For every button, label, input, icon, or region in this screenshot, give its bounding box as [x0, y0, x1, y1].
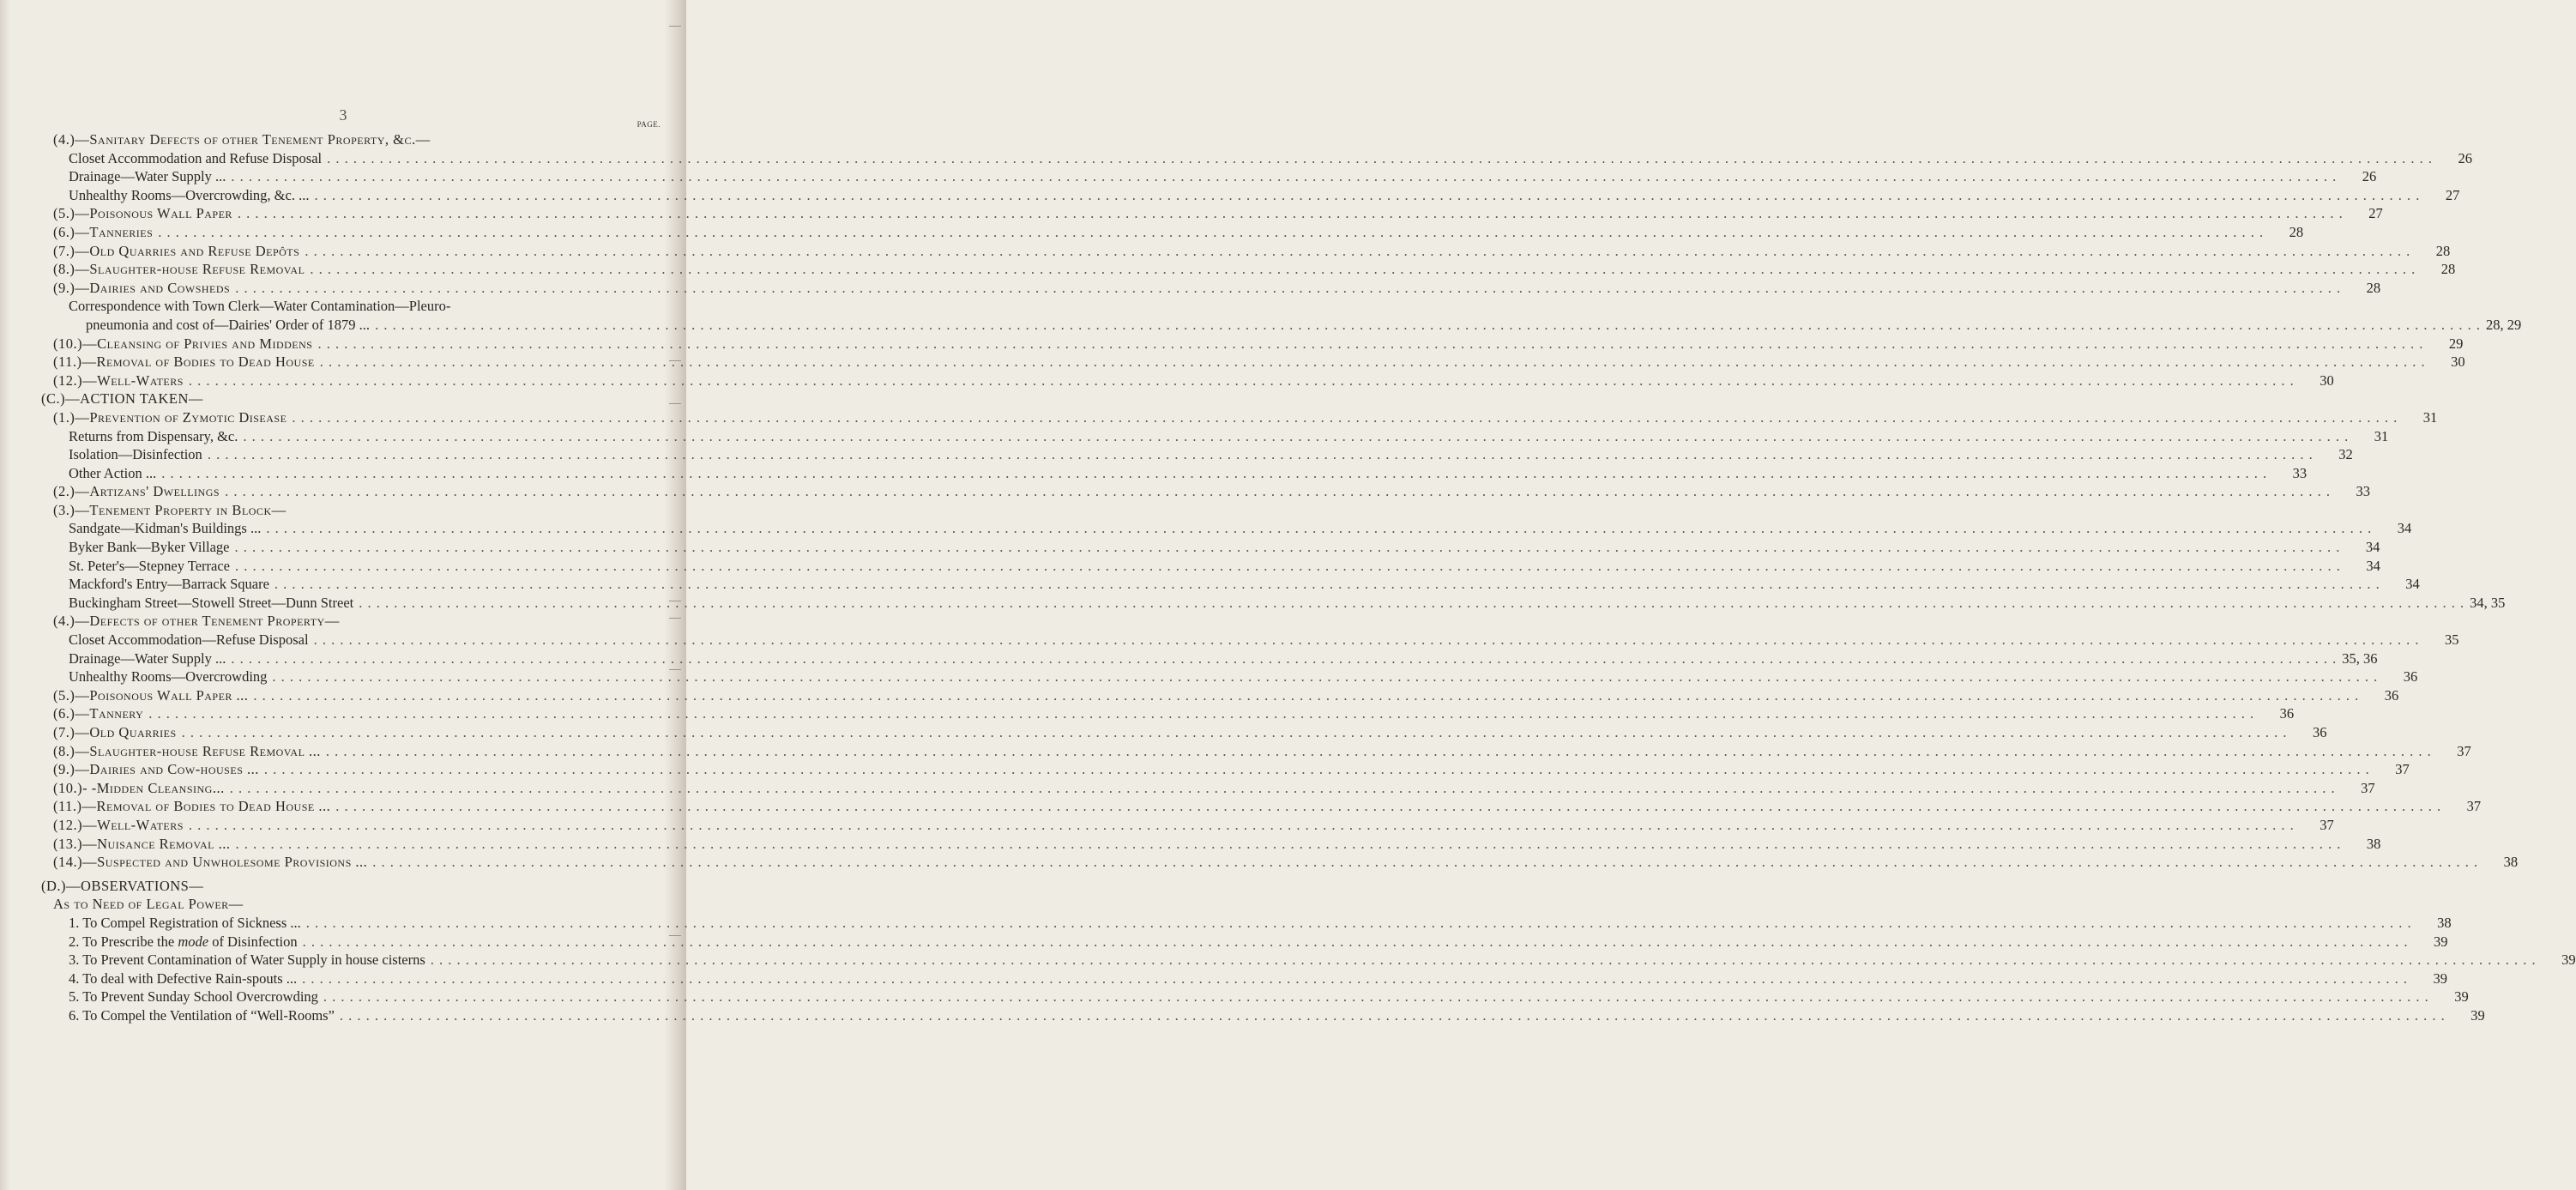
dot-leader: . . . . . . . . . . . . . . . . . . . . . . . . . . . . . . . . . . . . . . . . . . . . . . . . . . . . . . . . . . . . . . . . . . . . . . . . . . . . . . . . . . . . . . . . . . . . . . . . . . . . . . . . . . . . . . . . . . . . . . . . . . . . . . . . . . . . . . . . . . . . . . . . . . . . . . . . . . . . . . . . . . . . . . . . . . . . . . . . . . . . . . . . . . . . . . . . . . . . . . . . . . . . . . . . . . . . . . . . . . . . . . . . . . . . . . . . . . . . . . . . — [327, 149, 2433, 166]
dot-leader: . . . . . . . . . . . . . . . . . . . . . . . . . . . . . . . . . . . . . . . . . . . . . . . . . . . . . . . . . . . . . . . . . . . . . . . . . . . . . . . . . . . . . . . . . . . . . . . . . . . . . . . . . . . . . . . . . . . . . . . . . . . . . . . . . . . . . . . . . . . . . . . . . . . . . . . . . . . . . . . . . . . . . . . . . . . . . . . . . . . . . . . . . . . . . . . . . . . . . . . . . . . . . . . . . . . . . . . . . . . . . . . . . . . . . . . . . . . . . . . . — [325, 742, 2432, 759]
table-of-contents — [41, 120, 2576, 1025]
dot-leader: . . . . . . . . . . . . . . . . . . . . . . . . . . . . . . . . . . . . . . . . . . . . . . . . . . . . . . . . . . . . . . . . . . . . . . . . . . . . . . . . . . . . . . . . . . . . . . . . . . . . . . . . . . . . . . . . . . . . . . . . . . . . . . . . . . . . . . . . . . . . . . . . . . . . . . . . . . . . . . . . . . . . . . . . . . . . . . . . . . . . . . . . . . . . . . . . . . . . . . . . . . . . . . . . . . . . . . . . . . . . . . . . . . . . . . . . . . . . . . . . — [319, 353, 2426, 371]
toc-entry-title: 2. To Prescribe the mode of Disinfection — [69, 933, 298, 950]
toc-entry — [41, 260, 2456, 279]
dot-leader: . . . . . . . . . . . . . . . . . . . . . . . . . . . . . . . . . . . . . . . . . . . . . . . . . . . . . . . . . . . . . . . . . . . . . . . . . . . . . . . . . . . . . . . . . . . . . . . . . . . . . . . . . . . . . . . . . . . . . . . . . . . . . . . . . . . . . . . . . . . . . . . . . . . . . . . . . . . . . . . . . . . . . . . . . . . . . . . . . . . . . . . . . . . . . . . . . . . . . . . . . . . . . . . . . . . . . . . . . . . . . . . . . . . . . . . . . . . . . . . . — [274, 576, 2380, 593]
toc-entry-title: (1.)—Prevention of Zymotic Disease — [53, 408, 287, 426]
toc-page-number: 36 — [2403, 668, 2418, 686]
dot-leader: . . . . . . . . . . . . . . . . . . . . . . . . . . . . . . . . . . . . . . . . . . . . . . . . . . . . . . . . . . . . . . . . . . . . . . . . . . . . . . . . . . . . . . . . . . . . . . . . . . . . . . . . . . . . . . . . . . . . . . . . . . . . . . . . . . . . . . . . . . . . . . . . . . . . . . . . . . . . . . . . . . . . . . . . . . . . . . . . . . . . . . . . . . . . . . . . . . . . . . . . . . . . . . . . . . . . . . . . . . . . . . . . . . . . . . . . . . . . . . . . — [229, 779, 2336, 796]
dot-leader: . . . . . . . . . . . . . . . . . . . . . . . . . . . . . . . . . . . . . . . . . . . . . . . . . . . . . . . . . . . . . . . . . . . . . . . . . . . . . . . . . . . . . . . . . . . . . . . . . . . . . . . . . . . . . . . . . . . . . . . . . . . . . . . . . . . . . . . . . . . . . . . . . . . . . . . . . . . . . . . . . . . . . . . . . . . . . . . . . . . . . . . . . . . . . . . . . . . . . . . . . . . . . . . . . . . . . . . . . . . . . . . . . . . . . . . . . . . . . . . . — [375, 316, 2481, 333]
dot-leader: . . . . . . . . . . . . . . . . . . . . . . . . . . . . . . . . . . . . . . . . . . . . . . . . . . . . . . . . . . . . . . . . . . . . . . . . . . . . . . . . . . . . . . . . . . . . . . . . . . . . . . . . . . . . . . . . . . . . . . . . . . . . . . . . . . . . . . . . . . . . . . . . . . . . . . . . . . . . . . . . . . . . . . . . . . . . . . . . . . . . . . . . . . . . . . . . . . . . . . . . . . . . . . . . . . . . . . . . . . . . . . . . . . . . . . . . . . . . . . . . — [231, 649, 2338, 667]
dot-leader: . . . . . . . . . . . . . . . . . . . . . . . . . . . . . . . . . . . . . . . . . . . . . . . . . . . . . . . . . . . . . . . . . . . . . . . . . . . . . . . . . . . . . . . . . . . . . . . . . . . . . . . . . . . . . . . . . . . . . . . . . . . . . . . . . . . . . . . . . . . . . . . . . . . . . . . . . . . . . . . . . . . . . . . . . . . . . . . . . . . . . . . . . . . . . . . . . . . . . . . . . . . . . . . . . . . . . . . . . . . . . . . . . . . . . . . . . . . . . . . . — [310, 261, 2416, 278]
page-left-edge — [0, 0, 10, 1190]
dot-leader: . . . . . . . . . . . . . . . . . . . . . . . . . . . . . . . . . . . . . . . . . . . . . . . . . . . . . . . . . . . . . . . . . . . . . . . . . . . . . . . . . . . . . . . . . . . . . . . . . . . . . . . . . . . . . . . . . . . . . . . . . . . . . . . . . . . . . . . . . . . . . . . . . . . . . . . . . . . . . . . . . . . . . . . . . . . . . . . . . . . . . . . . . . . . . . . . . . . . . . . . . . . . . . . . . . . . . . . . . . . . . . . . . . . . . . . . . . . . . . . . — [302, 970, 2409, 987]
toc-entry-title: Isolation—Disinfection — [69, 446, 202, 463]
toc-entry — [41, 631, 2459, 649]
toc-entry — [41, 779, 2375, 798]
dot-leader: . . . . . . . . . . . . . . . . . . . . . . . . . . . . . . . . . . . . . . . . . . . . . . . . . . . . . . . . . . . . . . . . . . . . . . . . . . . . . . . . . . . . . . . . . . . . . . . . . . . . . . . . . . . . . . . . . . . . . . . . . . . . . . . . . . . . . . . . . . . . . . . . . . . . . . . . . . . . . . . . . . . . . . . . . . . . . . . . . . . . . . . . . . . . . . . . . . . . . . . . . . . . . . . . . . . . . . . . . . . . . . . . . . . . . . . . . . . . . . . . — [305, 914, 2412, 931]
toc-entry — [41, 704, 2295, 723]
toc-page-number: 33 — [2292, 464, 2308, 481]
dot-leader: . . . . . . . . . . . . . . . . . . . . . . . . . . . . . . . . . . . . . . . . . . . . . . . . . . . . . . . . . . . . . . . . . . . . . . . . . . . . . . . . . . . . . . . . . . . . . . . . . . . . . . . . . . . . . . . . . . . . . . . . . . . . . . . . . . . . . . . . . . . . . . . . . . . . . . . . . . . . . . . . . . . . . . . . . . . . . . . . . . . . . . . . . . . . . . . . . . . . . . . . . . . . . . . . . . . . . . . . . . . . . . . . . . . . . . . . . . . . . . . . — [253, 686, 2360, 704]
toc-entry — [41, 1006, 2485, 1025]
toc-page-number: 28 — [2440, 261, 2456, 278]
toc-entry-title: Sandgate—Kidman's Buildings ... — [69, 520, 262, 537]
toc-entry-title: pneumonia and cost of—Dairies' Order of 1879 ... — [86, 316, 371, 333]
toc-entry-title: 4. To deal with Defective Rain-spouts ... — [69, 970, 298, 987]
toc-entry — [41, 279, 2381, 298]
toc-entry-title: (12.)—Well-Waters — [53, 371, 184, 389]
toc-entry-title: (5.)—Poisonous Wall Paper ... — [53, 686, 249, 704]
toc-page-number: 33 — [2356, 483, 2370, 500]
toc-entry-title: (10.)- -Midden Cleansing... — [53, 779, 225, 796]
toc-entry — [41, 895, 661, 914]
toc-entry — [41, 464, 2308, 483]
toc-entry — [41, 316, 2522, 335]
toc-entry — [41, 649, 2378, 668]
toc-page-number: 35, 36 — [2342, 649, 2378, 667]
dot-leader: . . . . . . . . . . . . . . . . . . . . . . . . . . . . . . . . . . . . . . . . . . . . . . . . . . . . . . . . . . . . . . . . . . . . . . . . . . . . . . . . . . . . . . . . . . . . . . . . . . . . . . . . . . . . . . . . . . . . . . . . . . . . . . . . . . . . . . . . . . . . . . . . . . . . . . . . . . . . . . . . . . . . . . . . . . . . . . . . . . . . . . . . . . . . . . . . . . . . . . . . . . . . . . . . . . . . . . . . . . . . . . . . . . . . . . . . . . . . . . . . — [243, 427, 2350, 444]
toc-page-number: 27 — [2368, 205, 2383, 222]
toc-page-number: 38 — [2366, 835, 2381, 852]
toc-page-number: 34, 35 — [2470, 594, 2506, 611]
edge-mark — [669, 618, 681, 619]
toc-page-number: 37 — [2466, 798, 2482, 815]
toc-page-number: 37 — [2361, 779, 2375, 796]
dot-leader: . . . . . . . . . . . . . . . . . . . . . . . . . . . . . . . . . . . . . . . . . . . . . . . . . . . . . . . . . . . . . . . . . . . . . . . . . . . . . . . . . . . . . . . . . . . . . . . . . . . . . . . . . . . . . . . . . . . . . . . . . . . . . . . . . . . . . . . . . . . . . . . . . . . . . . . . . . . . . . . . . . . . . . . . . . . . . . . . . . . . . . . . . . . . . . . . . . . . . . . . . . . . . . . . . . . . . . . . . . . . . . . . . . . . . . . . . . . . . . . . — [292, 408, 2398, 426]
toc-page-number: 31 — [2422, 408, 2438, 426]
toc-page-number: 36 — [2313, 724, 2327, 740]
toc-entry-title: (9.)—Dairies and Cow-houses ... — [53, 761, 259, 778]
dot-leader: . . . . . . . . . . . . . . . . . . . . . . . . . . . . . . . . . . . . . . . . . . . . . . . . . . . . . . . . . . . . . . . . . . . . . . . . . . . . . . . . . . . . . . . . . . . . . . . . . . . . . . . . . . . . . . . . . . . . . . . . . . . . . . . . . . . . . . . . . . . . . . . . . . . . . . . . . . . . . . . . . . . . . . . . . . . . . . . . . . . . . . . . . . . . . . . . . . . . . . . . . . . . . . . . . . . . . . . . . . . . . . . . . . . . . . . . . . . . . . . . — [313, 631, 2420, 649]
toc-entry-title: Drainage—Water Supply ... — [69, 168, 226, 185]
toc-entry — [41, 408, 2438, 427]
toc-entry-title: (D.)—OBSERVATIONS— — [41, 877, 204, 894]
toc-page-number: 30 — [2451, 353, 2465, 371]
toc-page-number: 34 — [2366, 557, 2380, 574]
toc-entry — [41, 297, 661, 316]
toc-entry-title: 1. To Compel Registration of Sickness ... — [69, 914, 301, 931]
toc-entry — [41, 742, 2471, 761]
toc-page-number: 34 — [2405, 576, 2420, 593]
dot-leader: . . . . . . . . . . . . . . . . . . . . . . . . . . . . . . . . . . . . . . . . . . . . . . . . . . . . . . . . . . . . . . . . . . . . . . . . . . . . . . . . . . . . . . . . . . . . . . . . . . . . . . . . . . . . . . . . . . . . . . . . . . . . . . . . . . . . . . . . . . . . . . . . . . . . . . . . . . . . . . . . . . . . . . . . . . . . . . . . . . . . . . . . . . . . . . . . . . . . . . . . . . . . . . . . . . . . . . . . . . . . . . . . . . . . . . . . . . . . . . . . — [188, 816, 2295, 833]
toc-page-number: 36 — [2279, 705, 2295, 722]
toc-entry — [41, 575, 2420, 594]
toc-entry — [41, 835, 2381, 854]
toc-entry-title: (6.)—Tanneries — [53, 223, 154, 240]
toc-entry-title: As to Need of Legal Power— — [53, 896, 244, 913]
toc-page-number: 26 — [2362, 168, 2377, 185]
toc-entry-title: Byker Bank—Byker Village — [69, 539, 230, 556]
toc-entry-title: 3. To Prevent Contamination of Water Supply in house cisterns — [69, 951, 425, 969]
toc-entry-title: Other Action ... — [69, 464, 157, 481]
dot-leader: . . . . . . . . . . . . . . . . . . . . . . . . . . . . . . . . . . . . . . . . . . . . . . . . . . . . . . . . . . . . . . . . . . . . . . . . . . . . . . . . . . . . . . . . . . . . . . . . . . . . . . . . . . . . . . . . . . . . . . . . . . . . . . . . . . . . . . . . . . . . . . . . . . . . . . . . . . . . . . . . . . . . . . . . . . . . . . . . . . . . . . . . . . . . . . . . . . . . . . . . . . . . . . . . . . . . . . . . . . . . . . . . . . . . . . . . . . . . . . . . — [235, 279, 2342, 296]
toc-entry — [41, 951, 2576, 970]
toc-entry — [41, 853, 2519, 872]
toc-entry-title: Closet Accommodation—Refuse Disposal — [69, 631, 309, 649]
page-number: 3 — [339, 106, 347, 124]
toc-page-number: 29 — [2448, 335, 2464, 352]
toc-entry — [41, 353, 2465, 371]
dot-leader: . . . . . . . . . . . . . . . . . . . . . . . . . . . . . . . . . . . . . . . . . . . . . . . . . . . . . . . . . . . . . . . . . . . . . . . . . . . . . . . . . . . . . . . . . . . . . . . . . . . . . . . . . . . . . . . . . . . . . . . . . . . . . . . . . . . . . . . . . . . . . . . . . . . . . . . . . . . . . . . . . . . . . . . . . . . . . . . . . . . . . . . . . . . . . . . . . . . . . . . . . . . . . . . . . . . . . . . . . . . . . . . . . . . . . . . . . . . . . . . . — [335, 798, 2442, 815]
toc-entry — [41, 242, 2451, 261]
toc-page-number: 39 — [2434, 933, 2448, 950]
toc-page-number: 26 — [2458, 149, 2472, 166]
toc-entry-title: (6.)—Tannery — [53, 705, 144, 722]
toc-entry-title: (4.)—Defects of other Tenement Property— — [53, 613, 340, 630]
toc-entry — [41, 538, 2380, 557]
toc-entry-title: (12.)—Well-Waters — [53, 816, 184, 833]
toc-entry-title: (2.)—Artizans' Dwellings — [53, 483, 220, 500]
edge-mark — [669, 403, 681, 404]
toc-page-number: 38 — [2437, 914, 2452, 931]
toc-page-number: 35 — [2444, 631, 2459, 649]
dot-leader: . . . . . . . . . . . . . . . . . . . . . . . . . . . . . . . . . . . . . . . . . . . . . . . . . . . . . . . . . . . . . . . . . . . . . . . . . . . . . . . . . . . . . . . . . . . . . . . . . . . . . . . . . . . . . . . . . . . . . . . . . . . . . . . . . . . . . . . . . . . . . . . . . . . . . . . . . . . . . . . . . . . . . . . . . . . . . . . . . . . . . . . . . . . . . . . . . . . . . . . . . . . . . . . . . . . . . . . . . . . . . . . . . . . . . . . . . . . . . . . . — [302, 933, 2409, 950]
toc-page-number: 34 — [2365, 539, 2380, 556]
dot-leader: . . . . . . . . . . . . . . . . . . . . . . . . . . . . . . . . . . . . . . . . . . . . . . . . . . . . . . . . . . . . . . . . . . . . . . . . . . . . . . . . . . . . . . . . . . . . . . . . . . . . . . . . . . . . . . . . . . . . . . . . . . . . . . . . . . . . . . . . . . . . . . . . . . . . . . . . . . . . . . . . . . . . . . . . . . . . . . . . . . . . . . . . . . . . . . . . . . . . . . . . . . . . . . . . . . . . . . . . . . . . . . . . . . . . . . . . . . . . . . . . — [235, 557, 2341, 574]
toc-entry-title: (8.)—Slaughter-house Refuse Removal — [53, 261, 305, 278]
dot-leader: . . . . . . . . . . . . . . . . . . . . . . . . . . . . . . . . . . . . . . . . . . . . . . . . . . . . . . . . . . . . . . . . . . . . . . . . . . . . . . . . . . . . . . . . . . . . . . . . . . . . . . . . . . . . . . . . . . . . . . . . . . . . . . . . . . . . . . . . . . . . . . . . . . . . . . . . . . . . . . . . . . . . . . . . . . . . . . . . . . . . . . . . . . . . . . . . . . . . . . . . . . . . . . . . . . . . . . . . . . . . . . . . . . . . . . . . . . . . . . . . — [158, 223, 2265, 240]
toc-entry-title: (3.)—Tenement Property in Block— — [53, 501, 287, 518]
dot-leader: . . . . . . . . . . . . . . . . . . . . . . . . . . . . . . . . . . . . . . . . . . . . . . . . . . . . . . . . . . . . . . . . . . . . . . . . . . . . . . . . . . . . . . . . . . . . . . . . . . . . . . . . . . . . . . . . . . . . . . . . . . . . . . . . . . . . . . . . . . . . . . . . . . . . . . . . . . . . . . . . . . . . . . . . . . . . . . . . . . . . . . . . . . . . . . . . . . . . . . . . . . . . . . . . . . . . . . . . . . . . . . . . . . . . . . . . . . . . . . . . — [430, 951, 2537, 969]
toc-page-number: 39 — [2561, 951, 2576, 969]
dot-leader: . . . . . . . . . . . . . . . . . . . . . . . . . . . . . . . . . . . . . . . . . . . . . . . . . . . . . . . . . . . . . . . . . . . . . . . . . . . . . . . . . . . . . . . . . . . . . . . . . . . . . . . . . . . . . . . . . . . . . . . . . . . . . . . . . . . . . . . . . . . . . . . . . . . . . . . . . . . . . . . . . . . . . . . . . . . . . . . . . . . . . . . . . . . . . . . . . . . . . . . . . . . . . . . . . . . . . . . . . . . . . . . . . . . . . . . . . . . . . . . . — [372, 854, 2479, 871]
toc-entry — [41, 482, 2370, 501]
toc-entry — [41, 988, 2469, 1006]
toc-page-number: 31 — [2374, 427, 2389, 444]
toc-entry — [41, 686, 2399, 705]
toc-entry-title: Correspondence with Town Clerk—Water Contamination—Pleuro- — [69, 298, 451, 315]
toc-page-number: 38 — [2503, 854, 2519, 871]
toc-entry — [41, 223, 2304, 242]
dot-leader: . . . . . . . . . . . . . . . . . . . . . . . . . . . . . . . . . . . . . . . . . . . . . . . . . . . . . . . . . . . . . . . . . . . . . . . . . . . . . . . . . . . . . . . . . . . . . . . . . . . . . . . . . . . . . . . . . . . . . . . . . . . . . . . . . . . . . . . . . . . . . . . . . . . . . . . . . . . . . . . . . . . . . . . . . . . . . . . . . . . . . . . . . . . . . . . . . . . . . . . . . . . . . . . . . . . . . . . . . . . . . . . . . . . . . . . . . . . . . . . . — [305, 242, 2411, 259]
toc-entry-title: (4.)—Sanitary Defects of other Tenement Property, &c.— — [53, 131, 431, 148]
toc-entry — [41, 612, 661, 631]
toc-entry — [41, 667, 2418, 686]
toc-entry-title: (C.)—ACTION TAKEN— — [41, 390, 203, 408]
dot-leader: . . . . . . . . . . . . . . . . . . . . . . . . . . . . . . . . . . . . . . . . . . . . . . . . . . . . . . . . . . . . . . . . . . . . . . . . . . . . . . . . . . . . . . . . . . . . . . . . . . . . . . . . . . . . . . . . . . . . . . . . . . . . . . . . . . . . . . . . . . . . . . . . . . . . . . . . . . . . . . . . . . . . . . . . . . . . . . . . . . . . . . . . . . . . . . . . . . . . . . . . . . . . . . . . . . . . . . . . . . . . . . . . . . . . . . . . . . . . . . . . — [339, 1006, 2446, 1024]
toc-page-number: 39 — [2470, 1006, 2485, 1024]
toc-entry — [41, 501, 661, 520]
toc-entry-title: (8.)—Slaughter-house Refuse Removal ... — [53, 742, 321, 759]
dot-leader: . . . . . . . . . . . . . . . . . . . . . . . . . . . . . . . . . . . . . . . . . . . . . . . . . . . . . . . . . . . . . . . . . . . . . . . . . . . . . . . . . . . . . . . . . . . . . . . . . . . . . . . . . . . . . . . . . . . . . . . . . . . . . . . . . . . . . . . . . . . . . . . . . . . . . . . . . . . . . . . . . . . . . . . . . . . . . . . . . . . . . . . . . . . . . . . . . . . . . . . . . . . . . . . . . . . . . . . . . . . . . . . . . . . . . . . . . . . . . . . . — [234, 539, 2341, 556]
toc-entry — [41, 970, 2448, 988]
dot-leader: . . . . . . . . . . . . . . . . . . . . . . . . . . . . . . . . . . . . . . . . . . . . . . . . . . . . . . . . . . . . . . . . . . . . . . . . . . . . . . . . . . . . . . . . . . . . . . . . . . . . . . . . . . . . . . . . . . . . . . . . . . . . . . . . . . . . . . . . . . . . . . . . . . . . . . . . . . . . . . . . . . . . . . . . . . . . . . . . . . . . . . . . . . . . . . . . . . . . . . . . . . . . . . . . . . . . . . . . . . . . . . . . . . . . . . . . . . . . . . . . — [231, 168, 2338, 185]
dot-leader: . . . . . . . . . . . . . . . . . . . . . . . . . . . . . . . . . . . . . . . . . . . . . . . . . . . . . . . . . . . . . . . . . . . . . . . . . . . . . . . . . . . . . . . . . . . . . . . . . . . . . . . . . . . . . . . . . . . . . . . . . . . . . . . . . . . . . . . . . . . . . . . . . . . . . . . . . . . . . . . . . . . . . . . . . . . . . . . . . . . . . . . . . . . . . . . . . . . . . . . . . . . . . . . . . . . . . . . . . . . . . . . . . . . . . . . . . . . . . . . . — [148, 705, 2255, 722]
toc-page-number: 34 — [2397, 520, 2412, 537]
toc-page-number: 27 — [2445, 186, 2460, 203]
dot-leader: . . . . . . . . . . . . . . . . . . . . . . . . . . . . . . . . . . . . . . . . . . . . . . . . . . . . . . . . . . . . . . . . . . . . . . . . . . . . . . . . . . . . . . . . . . . . . . . . . . . . . . . . . . . . . . . . . . . . . . . . . . . . . . . . . . . . . . . . . . . . . . . . . . . . . . . . . . . . . . . . . . . . . . . . . . . . . . . . . . . . . . . . . . . . . . . . . . . . . . . . . . . . . . . . . . . . . . . . . . . . . . . . . . . . . . . . . . . . . . . . — [317, 335, 2424, 352]
toc-entry-title: (14.)—Suspected and Unwholesome Provisions ... — [53, 854, 368, 871]
toc-entry — [41, 204, 2383, 223]
toc-entry-title: (10.)—Cleansing of Privies and Middens — [53, 335, 313, 352]
toc-entry — [41, 371, 2334, 390]
edge-mark — [669, 26, 681, 27]
toc-entry — [41, 760, 2410, 779]
dot-leader: . . . . . . . . . . . . . . . . . . . . . . . . . . . . . . . . . . . . . . . . . . . . . . . . . . . . . . . . . . . . . . . . . . . . . . . . . . . . . . . . . . . . . . . . . . . . . . . . . . . . . . . . . . . . . . . . . . . . . . . . . . . . . . . . . . . . . . . . . . . . . . . . . . . . . . . . . . . . . . . . . . . . . . . . . . . . . . . . . . . . . . . . . . . . . . . . . . . . . . . . . . . . . . . . . . . . . . . . . . . . . . . . . . . . . . . . . . . . . . . . — [266, 520, 2373, 537]
toc-section-heading — [41, 877, 661, 896]
toc-entry — [41, 167, 2377, 186]
toc-entry-title: (7.)—Old Quarries and Refuse Depôts — [53, 242, 300, 259]
dot-leader: . . . . . . . . . . . . . . . . . . . . . . . . . . . . . . . . . . . . . . . . . . . . . . . . . . . . . . . . . . . . . . . . . . . . . . . . . . . . . . . . . . . . . . . . . . . . . . . . . . . . . . . . . . . . . . . . . . . . . . . . . . . . . . . . . . . . . . . . . . . . . . . . . . . . . . . . . . . . . . . . . . . . . . . . . . . . . . . . . . . . . . . . . . . . . . . . . . . . . . . . . . . . . . . . . . . . . . . . . . . . . . . . . . . . . . . . . . . . . . . . — [323, 988, 2429, 1006]
toc-entry-title: 6. To Compel the Ventilation of “Well-Rooms” — [69, 1006, 335, 1024]
toc-entry-title: Unhealthy Rooms—Overcrowding, &c. ... — [69, 186, 310, 203]
toc-page-number: 32 — [2338, 446, 2353, 463]
dot-leader: . . . . . . . . . . . . . . . . . . . . . . . . . . . . . . . . . . . . . . . . . . . . . . . . . . . . . . . . . . . . . . . . . . . . . . . . . . . . . . . . . . . . . . . . . . . . . . . . . . . . . . . . . . . . . . . . . . . . . . . . . . . . . . . . . . . . . . . . . . . . . . . . . . . . . . . . . . . . . . . . . . . . . . . . . . . . . . . . . . . . . . . . . . . . . . . . . . . . . . . . . . . . . . . . . . . . . . . . . . . . . . . . . . . . . . . . . . . . . . . . — [188, 371, 2295, 389]
toc-entry — [41, 445, 2353, 464]
dot-leader: . . . . . . . . . . . . . . . . . . . . . . . . . . . . . . . . . . . . . . . . . . . . . . . . . . . . . . . . . . . . . . . . . . . . . . . . . . . . . . . . . . . . . . . . . . . . . . . . . . . . . . . . . . . . . . . . . . . . . . . . . . . . . . . . . . . . . . . . . . . . . . . . . . . . . . . . . . . . . . . . . . . . . . . . . . . . . . . . . . . . . . . . . . . . . . . . . . . . . . . . . . . . . . . . . . . . . . . . . . . . . . . . . . . . . . . . . . . . . . . . — [359, 594, 2465, 611]
toc-entry — [41, 427, 2389, 446]
dot-leader: . . . . . . . . . . . . . . . . . . . . . . . . . . . . . . . . . . . . . . . . . . . . . . . . . . . . . . . . . . . . . . . . . . . . . . . . . . . . . . . . . . . . . . . . . . . . . . . . . . . . . . . . . . . . . . . . . . . . . . . . . . . . . . . . . . . . . . . . . . . . . . . . . . . . . . . . . . . . . . . . . . . . . . . . . . . . . . . . . . . . . . . . . . . . . . . . . . . . . . . . . . . . . . . . . . . . . . . . . . . . . . . . . . . . . . . . . . . . . . . . — [225, 483, 2331, 500]
toc-entry-title: (13.)—Nuisance Removal ... — [53, 835, 231, 852]
dot-leader: . . . . . . . . . . . . . . . . . . . . . . . . . . . . . . . . . . . . . . . . . . . . . . . . . . . . . . . . . . . . . . . . . . . . . . . . . . . . . . . . . . . . . . . . . . . . . . . . . . . . . . . . . . . . . . . . . . . . . . . . . . . . . . . . . . . . . . . . . . . . . . . . . . . . . . . . . . . . . . . . . . . . . . . . . . . . . . . . . . . . . . . . . . . . . . . . . . . . . . . . . . . . . . . . . . . . . . . . . . . . . . . . . . . . . . . . . . . . . . . . — [181, 724, 2288, 740]
page-column-label: PAGE. — [636, 120, 661, 129]
toc-page-number: 28, 29 — [2485, 316, 2522, 333]
toc-page-number: 28 — [2289, 223, 2304, 240]
toc-entry-title: (11.)—Removal of Bodies to Dead House ... — [53, 798, 331, 815]
toc-entry-title: Mackford's Entry—Barrack Square — [69, 576, 269, 593]
toc-entry-title: (7.)—Old Quarries — [53, 724, 177, 740]
toc-page-number: 28 — [2435, 242, 2451, 259]
toc-entry-title: (5.)—Poisonous Wall Paper — [53, 205, 232, 222]
toc-entry-title: Unhealthy Rooms—Overcrowding — [69, 668, 268, 686]
toc-page-number: 39 — [2433, 970, 2448, 987]
toc-entry — [41, 914, 2452, 933]
dot-leader: . . . . . . . . . . . . . . . . . . . . . . . . . . . . . . . . . . . . . . . . . . . . . . . . . . . . . . . . . . . . . . . . . . . . . . . . . . . . . . . . . . . . . . . . . . . . . . . . . . . . . . . . . . . . . . . . . . . . . . . . . . . . . . . . . . . . . . . . . . . . . . . . . . . . . . . . . . . . . . . . . . . . . . . . . . . . . . . . . . . . . . . . . . . . . . . . . . . . . . . . . . . . . . . . . . . . . . . . . . . . . . . . . . . . . . . . . . . . . . . . — [263, 761, 2370, 778]
toc-page-number: 36 — [2384, 686, 2399, 704]
toc-page-number: 30 — [2320, 371, 2334, 389]
toc-page-number: 37 — [2395, 761, 2410, 778]
toc-entry-title: Closet Accommodation and Refuse Disposal — [69, 149, 323, 166]
dot-leader: . . . . . . . . . . . . . . . . . . . . . . . . . . . . . . . . . . . . . . . . . . . . . . . . . . . . . . . . . . . . . . . . . . . . . . . . . . . . . . . . . . . . . . . . . . . . . . . . . . . . . . . . . . . . . . . . . . . . . . . . . . . . . . . . . . . . . . . . . . . . . . . . . . . . . . . . . . . . . . . . . . . . . . . . . . . . . . . . . . . . . . . . . . . . . . . . . . . . . . . . . . . . . . . . . . . . . . . . . . . . . . . . . . . . . . . . . . . . . . . . — [161, 464, 2268, 481]
toc-page-number: 37 — [2320, 816, 2334, 833]
toc-entry-title: Drainage—Water Supply ... — [69, 649, 226, 667]
toc-page-number: 37 — [2457, 742, 2471, 759]
toc-entry — [41, 816, 2334, 835]
toc-entry-title: Buckingham Street—Stowell Street—Dunn Street — [69, 594, 354, 611]
toc-entry-title: (11.)—Removal of Bodies to Dead House — [53, 353, 315, 371]
toc-entry — [41, 797, 2482, 816]
toc-entry-title: Returns from Dispensary, &c. — [69, 427, 238, 444]
dot-leader: . . . . . . . . . . . . . . . . . . . . . . . . . . . . . . . . . . . . . . . . . . . . . . . . . . . . . . . . . . . . . . . . . . . . . . . . . . . . . . . . . . . . . . . . . . . . . . . . . . . . . . . . . . . . . . . . . . . . . . . . . . . . . . . . . . . . . . . . . . . . . . . . . . . . . . . . . . . . . . . . . . . . . . . . . . . . . . . . . . . . . . . . . . . . . . . . . . . . . . . . . . . . . . . . . . . . . . . . . . . . . . . . . . . . . . . . . . . . . . . . — [207, 446, 2314, 463]
toc-section-heading — [41, 390, 661, 408]
toc-entry — [41, 186, 2460, 205]
toc-entry-title: St. Peter's—Stepney Terrace — [69, 557, 231, 574]
dot-leader: . . . . . . . . . . . . . . . . . . . . . . . . . . . . . . . . . . . . . . . . . . . . . . . . . . . . . . . . . . . . . . . . . . . . . . . . . . . . . . . . . . . . . . . . . . . . . . . . . . . . . . . . . . . . . . . . . . . . . . . . . . . . . . . . . . . . . . . . . . . . . . . . . . . . . . . . . . . . . . . . . . . . . . . . . . . . . . . . . . . . . . . . . . . . . . . . . . . . . . . . . . . . . . . . . . . . . . . . . . . . . . . . . . . . . . . . . . . . . . . . — [272, 668, 2379, 686]
toc-entry — [41, 557, 2380, 576]
toc-entry — [41, 149, 2472, 168]
toc-entry — [41, 335, 2464, 353]
toc-entry — [41, 594, 2506, 613]
dot-leader: . . . . . . . . . . . . . . . . . . . . . . . . . . . . . . . . . . . . . . . . . . . . . . . . . . . . . . . . . . . . . . . . . . . . . . . . . . . . . . . . . . . . . . . . . . . . . . . . . . . . . . . . . . . . . . . . . . . . . . . . . . . . . . . . . . . . . . . . . . . . . . . . . . . . . . . . . . . . . . . . . . . . . . . . . . . . . . . . . . . . . . . . . . . . . . . . . . . . . . . . . . . . . . . . . . . . . . . . . . . . . . . . . . . . . . . . . . . . . . . . — [314, 186, 2421, 203]
toc-entry — [41, 933, 2448, 951]
toc-entry-title: 5. To Prevent Sunday School Overcrowding — [69, 988, 318, 1006]
toc-entry — [41, 130, 661, 149]
toc-entry — [41, 519, 2412, 538]
toc-page-number: 39 — [2454, 988, 2469, 1006]
toc-entry — [41, 723, 2327, 742]
toc-entry-title: (9.)—Dairies and Cowsheds — [53, 279, 231, 296]
dot-leader: . . . . . . . . . . . . . . . . . . . . . . . . . . . . . . . . . . . . . . . . . . . . . . . . . . . . . . . . . . . . . . . . . . . . . . . . . . . . . . . . . . . . . . . . . . . . . . . . . . . . . . . . . . . . . . . . . . . . . . . . . . . . . . . . . . . . . . . . . . . . . . . . . . . . . . . . . . . . . . . . . . . . . . . . . . . . . . . . . . . . . . . . . . . . . . . . . . . . . . . . . . . . . . . . . . . . . . . . . . . . . . . . . . . . . . . . . . . . . . . . — [235, 835, 2342, 852]
toc-page-number: 28 — [2366, 279, 2381, 296]
dot-leader: . . . . . . . . . . . . . . . . . . . . . . . . . . . . . . . . . . . . . . . . . . . . . . . . . . . . . . . . . . . . . . . . . . . . . . . . . . . . . . . . . . . . . . . . . . . . . . . . . . . . . . . . . . . . . . . . . . . . . . . . . . . . . . . . . . . . . . . . . . . . . . . . . . . . . . . . . . . . . . . . . . . . . . . . . . . . . . . . . . . . . . . . . . . . . . . . . . . . . . . . . . . . . . . . . . . . . . . . . . . . . . . . . . . . . . . . . . . . . . . . — [237, 205, 2344, 222]
